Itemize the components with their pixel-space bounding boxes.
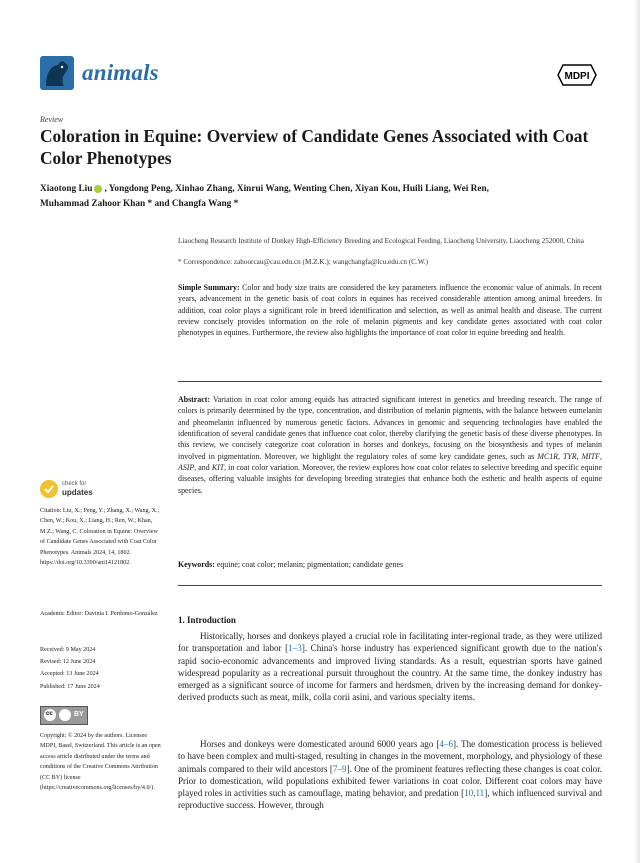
body-paragraph: Historically, horses and donkeys played a crucial role in facilitating inter-regional trade, as they were utilized for transportation and labor [1–3]. China's horse industry has experienced significant growth due to the nation's rapid socio-economic advancements and improved living standards. As a result, equestrian sports have gained widespread popularity as a recreational pursuit throughout the country. At the same time, the donkey industry has emerged as a significant source of income for farmers and herdsmen, driven by the increasing demand for donkey-derived products such as meat, milk, colla corii asini, and various specialty items. — [178, 631, 602, 703]
gene-name: MC1R — [537, 451, 558, 461]
attribution-icon — [59, 709, 71, 721]
body-paragraph: Horses and donkeys were domesticated around 6000 years ago [4–6]. The domestication process is believed to have been complex and multi-staged, resulting in changes in the movement, morphology, and physiology of these animals compared to their wild ancestors [7–9]. One of the prominent features reflecting these changes is coat color. Prior to domestication, wild populations exhibited fewer variations in coat color. Different coat colors may have played roles in activities such as camouflage, mating behavior, and predation [10,11], which influenced survival and reproductive success. However, through — [178, 739, 603, 811]
correspondence: * Correspondence: zahoorcau@cau.edu.cn (M.Z.K.); wangchangfa@lcu.edu.cn (C.W.) — [178, 258, 429, 266]
author-rest: , Yongdong Peng, Xinhao Zhang, Xinrui Wang, Wenting Chen, Xiyan Kou, Huili Liang, Wei Ren, — [104, 184, 489, 194]
simple-summary-text: Color and body size traits are considered the key parameters influence the economic value of animals. In recent years, advancement in the genetic basis of coat colors in equines has received considerable attention among animal breeders. In addition, coat color plays a significant role in breed identification and selection, as well as animal health and disease. The current review concisely provides information on the role of melanin pigments and key candidate genes associated with coat color phenotypes in equines. Furthermore, the review also highlights the importance of coat color in equine breeding and health. — [178, 283, 603, 338]
abstract-text-b: , in coat color variation. Moreover, the review explores how coat color relates to selective breeding and specific equine diseases, offering valuable insights for developing breeding strategies that enhance both the esthetic and health aspects of equine species. — [178, 463, 603, 495]
simple-summary — [178, 282, 602, 339]
citation-link[interactable]: 10,11 — [464, 788, 485, 799]
journal-logo-icon — [40, 56, 74, 90]
gene-name: ASIP — [178, 463, 195, 473]
divider — [178, 381, 602, 382]
journal-name[interactable]: animals — [82, 60, 159, 85]
author-first[interactable]: Xiaotong Liu — [40, 184, 93, 194]
article-type: Review — [40, 115, 64, 124]
abstract-label: Abstract: — [178, 395, 210, 404]
copyright-notice: Copyright: © 2024 by the authors. Licensee MDPI, Basel, Switzerland. This article is an open access article distributed under the terms and conditions of the Creative Commons Attribution (CC BY) license (https://creativecommons.org/licenses/by/4.0/). — [40, 733, 161, 792]
keywords-text: equine; coat color; melanin; pigmentation; candidate genes — [216, 560, 404, 569]
citation-link[interactable]: 1–3 — [288, 643, 302, 654]
mdpi-logo[interactable] — [557, 64, 597, 86]
affiliation: Liaocheng Research Institute of Donkey High-Efficiency Breeding and Ecological Feeding, Liaocheng University, Liaocheng 252000, China — [178, 237, 584, 245]
author-list — [40, 182, 610, 212]
citation-link[interactable]: 7–9 — [332, 763, 347, 774]
citation-link[interactable]: 4–6 — [439, 739, 453, 749]
author-corresponding: Muhammad Zahoor Khan * and Changfa Wang * — [40, 199, 239, 209]
page-edge — [634, 0, 640, 863]
publisher-name: MDPI — [564, 71, 590, 82]
gene-name: TYR — [562, 451, 577, 461]
check-updates-icon — [40, 480, 58, 498]
orcid-icon[interactable] — [94, 185, 102, 193]
date-received: Received: 9 May 2024 — [40, 647, 96, 653]
divider — [178, 585, 602, 586]
check-for-updates-button[interactable]: check for updates — [40, 480, 160, 500]
date-published: Published: 17 June 2024 — [40, 684, 100, 690]
abstract-text-a: Variation in coat color among equids has attracted significant interest in genetics and breeding research. The range of colors is primarily determined by the type, concentration, and distribution of melanin pigments, with the balance between eumelanin and pheomelanin influenced by numerous genetic factors. Advances in genomic and sequencing technologies have enabled the identification of several candidate genes that influence coat color, thereby clarifying the genetic basis of these diverse phenotypes. In this review, we concisely categorize coat coloration in horses and donkeys, focusing on the biosynthesis and types of melanin involved in pigmentation. Moreover, we highlight the regulatory roles of some key candidate genes, such as — [178, 395, 602, 461]
academic-editor: Academic Editor: Davinia I. Perdomo-González — [40, 611, 158, 617]
date-accepted: Accepted: 13 June 2024 — [40, 671, 99, 677]
keywords — [178, 559, 602, 570]
section-heading: 1. Introduction — [178, 615, 236, 625]
citation-block: Citation: Liu, X.; Peng, Y.; Zhang, X.; Wang, X.; Chen, W.; Kou, X.; Liang, H.; Ren, W.; Khan, M.Z.; Wang, C. Coloration in Equine: Overview of Candidate Genes Associated with Coat Color Phenotypes. Animals 2024, 14, 1802. https://doi.org/10.3390/ani14121802 — [40, 508, 160, 567]
gene-name: MITF — [581, 451, 601, 461]
gene-name: KIT — [211, 463, 225, 473]
simple-summary-label: Simple Summary: — [178, 283, 240, 292]
abstract: Abstract: Variation in coat color among equids has attracted significant interest in genetics and breeding research. The range of colors is primarily determined by the type, concentration, and distribution of melanin pigments, with the balance between eumelanin and pheomelanin influenced by numerous genetic factors. Advances in genomic and sequencing technologies have enabled the identification of several candidate genes that influence coat color, thereby clarifying the genetic basis of these diverse phenotypes. In this review, we concisely categorize coat coloration in horses and donkeys, focusing on the biosynthesis and types of melanin involved in pigmentation. Moreover, we highlight the regulatory roles of some key candidate genes, such as MC1R, TYR, MITF, ASIP, and KIT, in coat color variation. Moreover, the review explores how coat color relates to selective breeding and specific equine diseases, offering valuable insights for developing breeding strategies that enhance both the esthetic and health aspects of equine species. — [178, 395, 603, 495]
date-revised: Revised: 12 June 2024 — [40, 659, 96, 665]
keywords-label: Keywords: — [178, 560, 215, 569]
cc-by-license-badge[interactable]: cc BY — [40, 706, 88, 725]
article-title: Coloration in Equine: Overview of Candidate Genes Associated with Coat Color Phenotypes — [40, 126, 589, 168]
